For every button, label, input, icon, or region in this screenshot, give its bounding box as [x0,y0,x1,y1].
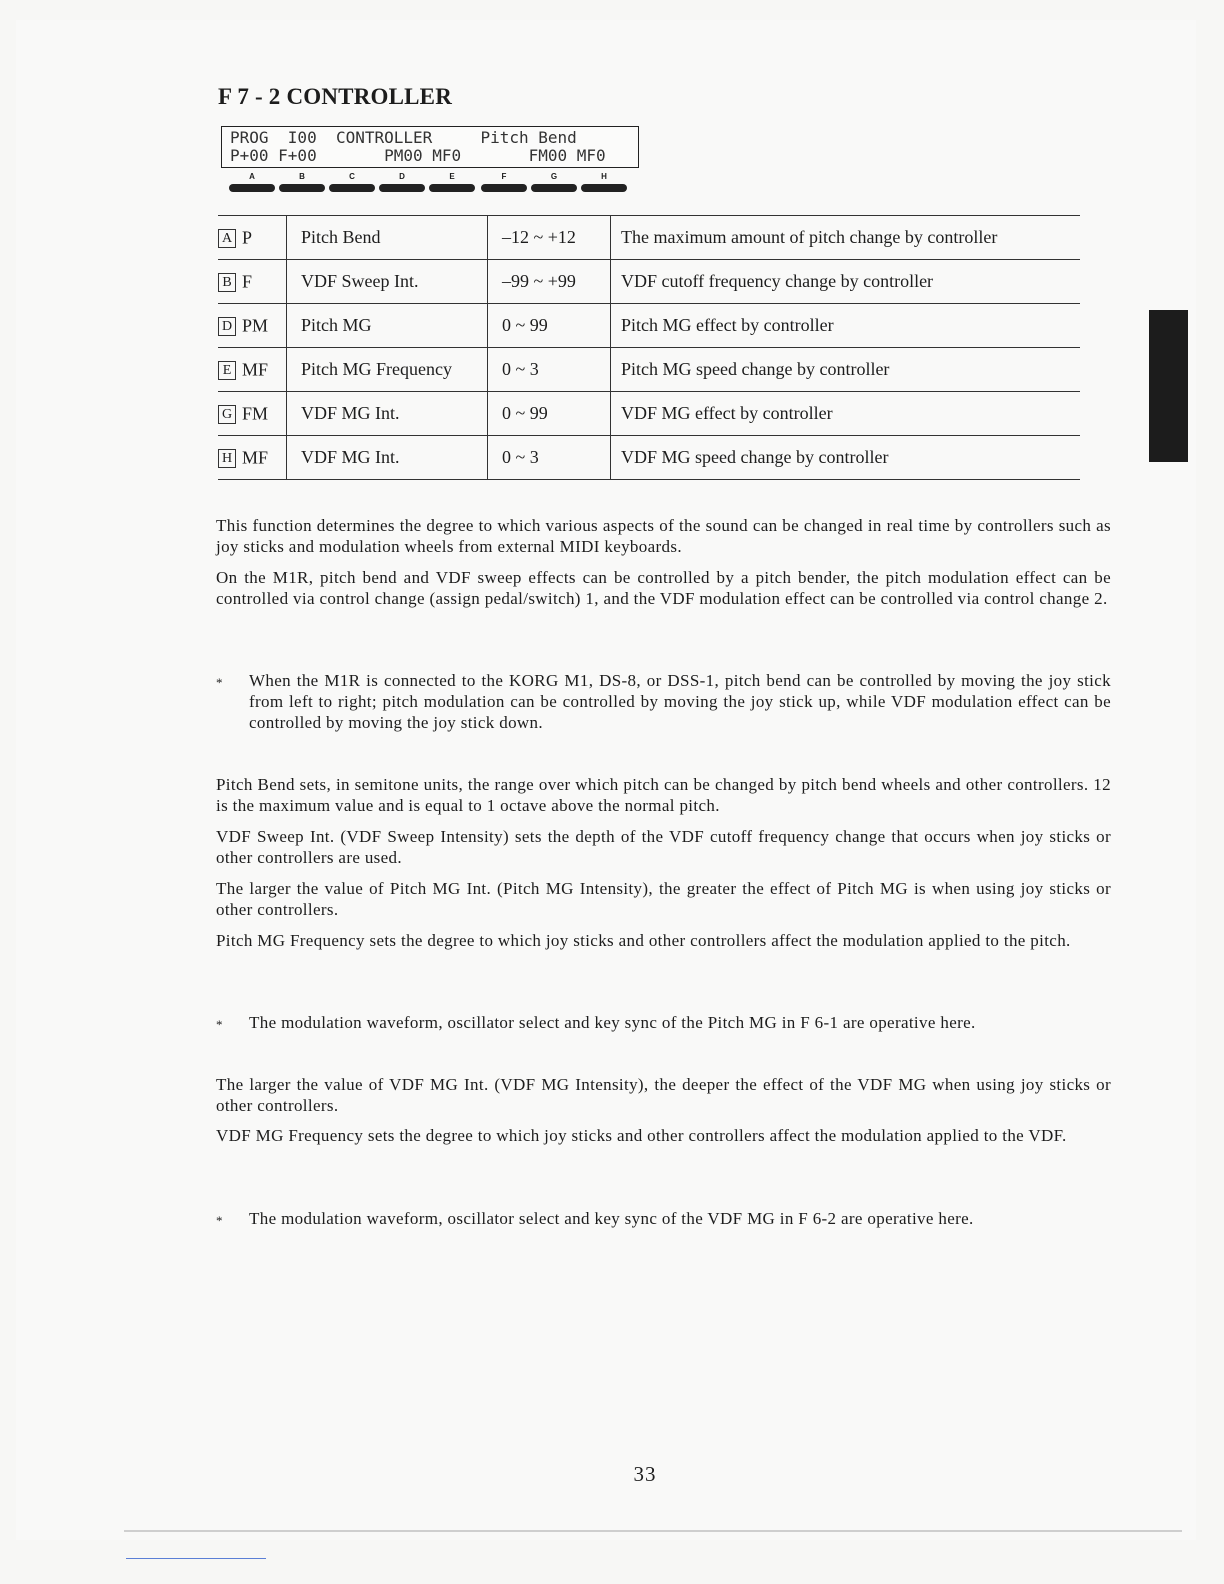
page-number: 33 [633,1462,657,1486]
param-description: Pitch MG effect by controller [611,304,1081,348]
table-row [218,436,1080,480]
param-code: MF [242,359,269,380]
softkey-bar [581,184,627,192]
lcd-softkeys [229,172,629,196]
param-range: 0 ~ 3 [488,348,611,392]
param-name: Pitch MG Frequency [287,348,488,392]
key-box: G [218,405,236,424]
body-paragraph: The larger the value of Pitch MG Int. (Pitch MG Intensity), the greater the effect of Pitch MG is when using joy sticks or other controllers. [216,879,1111,919]
note-marker: * [216,675,223,690]
param-code: P [242,227,253,248]
key-box: E [218,361,236,380]
parameter-table [218,215,1080,480]
table-row [218,304,1080,348]
param-code: PM [242,315,269,336]
table-row [218,260,1080,304]
param-code: MF [242,447,269,468]
softkey-e [429,172,475,196]
footer-rule [124,1530,1182,1532]
param-range: –12 ~ +12 [488,216,611,260]
param-key-cell [218,348,287,392]
param-description: Pitch MG speed change by controller [611,348,1081,392]
softkey-bar [481,184,527,192]
param-name: VDF MG Int. [287,436,488,480]
param-key-cell [218,260,287,304]
key-box: A [218,229,236,248]
note-text: When the M1R is connected to the KORG M1, DS-8, or DSS-1, pitch bend can be controlled by moving the joy stick from left to right; pitch modulation can be controlled by moving the joy stick up, while VDF modulation effect can be controlled by moving the joy stick down. [249,671,1111,732]
softkey-h [581,172,627,196]
param-description: VDF cutoff frequency change by controller [611,260,1081,304]
param-description: The maximum amount of pitch change by controller [611,216,1081,260]
table-row [218,216,1080,260]
param-description: VDF MG effect by controller [611,392,1081,436]
body-paragraph: VDF MG Frequency sets the degree to which joy sticks and other controllers affect the modulation applied to the VDF. [216,1126,1067,1145]
softkey-label: D [399,172,405,181]
softkey-b [279,172,325,196]
param-name: VDF MG Int. [287,392,488,436]
softkey-label: E [449,172,455,181]
softkey-f [481,172,527,196]
softkey-label: C [349,172,355,181]
note [216,1012,1111,1033]
param-name: VDF Sweep Int. [287,260,488,304]
key-box: H [218,449,236,468]
section-heading: F 7 - 2 CONTROLLER [218,84,453,109]
note-marker: * [216,1213,223,1228]
softkey-bar [329,184,375,192]
softkey-c [329,172,375,196]
body-paragraph: Pitch MG Frequency sets the degree to which joy sticks and other controllers affect the modulation applied to the pitch. [216,931,1071,950]
softkey-bar [429,184,475,192]
note-marker: * [216,1017,223,1032]
body-paragraph: Pitch Bend sets, in semitone units, the range over which pitch can be changed by pitch bend wheels and other controllers. 12 is the maximum value and is equal to 1 octave above the normal pitch. [216,775,1111,815]
softkey-g [531,172,577,196]
softkey-label: G [550,172,558,181]
lcd-display [221,126,639,168]
note [216,670,1111,733]
param-code: F [242,271,253,292]
softkey-label: F [501,172,507,181]
softkey-label: H [601,172,607,181]
body-paragraph: The larger the value of VDF MG Int. (VDF MG Intensity), the deeper the effect of the VDF MG when using joy sticks or other controllers. [216,1075,1111,1115]
body-paragraph: On the M1R, pitch bend and VDF sweep effects can be controlled by a pitch bender, the pitch modulation effect can be controlled via control change (assign pedal/switch) 1, and the VDF modulation effect can be controlled via control change 2. [216,568,1111,608]
softkey-bar [531,184,577,192]
softkey-label: A [249,172,255,181]
param-range: 0 ~ 99 [488,304,611,348]
note-text: The modulation waveform, oscillator select and key sync of the Pitch MG in F 6-1 are operative here. [249,1013,976,1032]
body-paragraph: This function determines the degree to which various aspects of the sound can be changed in real time by controllers such as joy sticks and modulation wheels from external MIDI keyboards. [216,516,1111,556]
key-box: B [218,273,236,292]
param-name: Pitch Bend [287,216,488,260]
param-key-cell [218,304,287,348]
softkey-d [379,172,425,196]
lcd-line-1: PROG I00 CONTROLLER Pitch Bend [230,128,577,147]
table-row [218,392,1080,436]
param-range: 0 ~ 3 [488,436,611,480]
section-tab-marker [1149,310,1188,462]
param-code: FM [242,403,269,424]
table-row [218,348,1080,392]
lcd-line-2: P+00 F+00 PM00 MF0 FM00 MF0 [230,146,606,165]
param-range: 0 ~ 99 [488,392,611,436]
note [216,1208,1111,1229]
key-box: D [218,317,236,336]
param-description: VDF MG speed change by controller [611,436,1081,480]
softkey-bar [229,184,275,192]
param-range: –99 ~ +99 [488,260,611,304]
param-name: Pitch MG [287,304,488,348]
softkey-a [229,172,275,196]
softkey-label: B [299,172,305,181]
note-text: The modulation waveform, oscillator select and key sync of the VDF MG in F 6-2 are operative here. [249,1209,974,1228]
footer-link-underline [126,1558,266,1559]
param-key-cell [218,392,287,436]
param-key-cell [218,216,287,260]
param-key-cell [218,436,287,480]
softkey-bar [279,184,325,192]
softkey-bar [379,184,425,192]
body-paragraph: VDF Sweep Int. (VDF Sweep Intensity) sets the depth of the VDF cutoff frequency change that occurs when joy sticks or other controllers are used. [216,827,1111,867]
